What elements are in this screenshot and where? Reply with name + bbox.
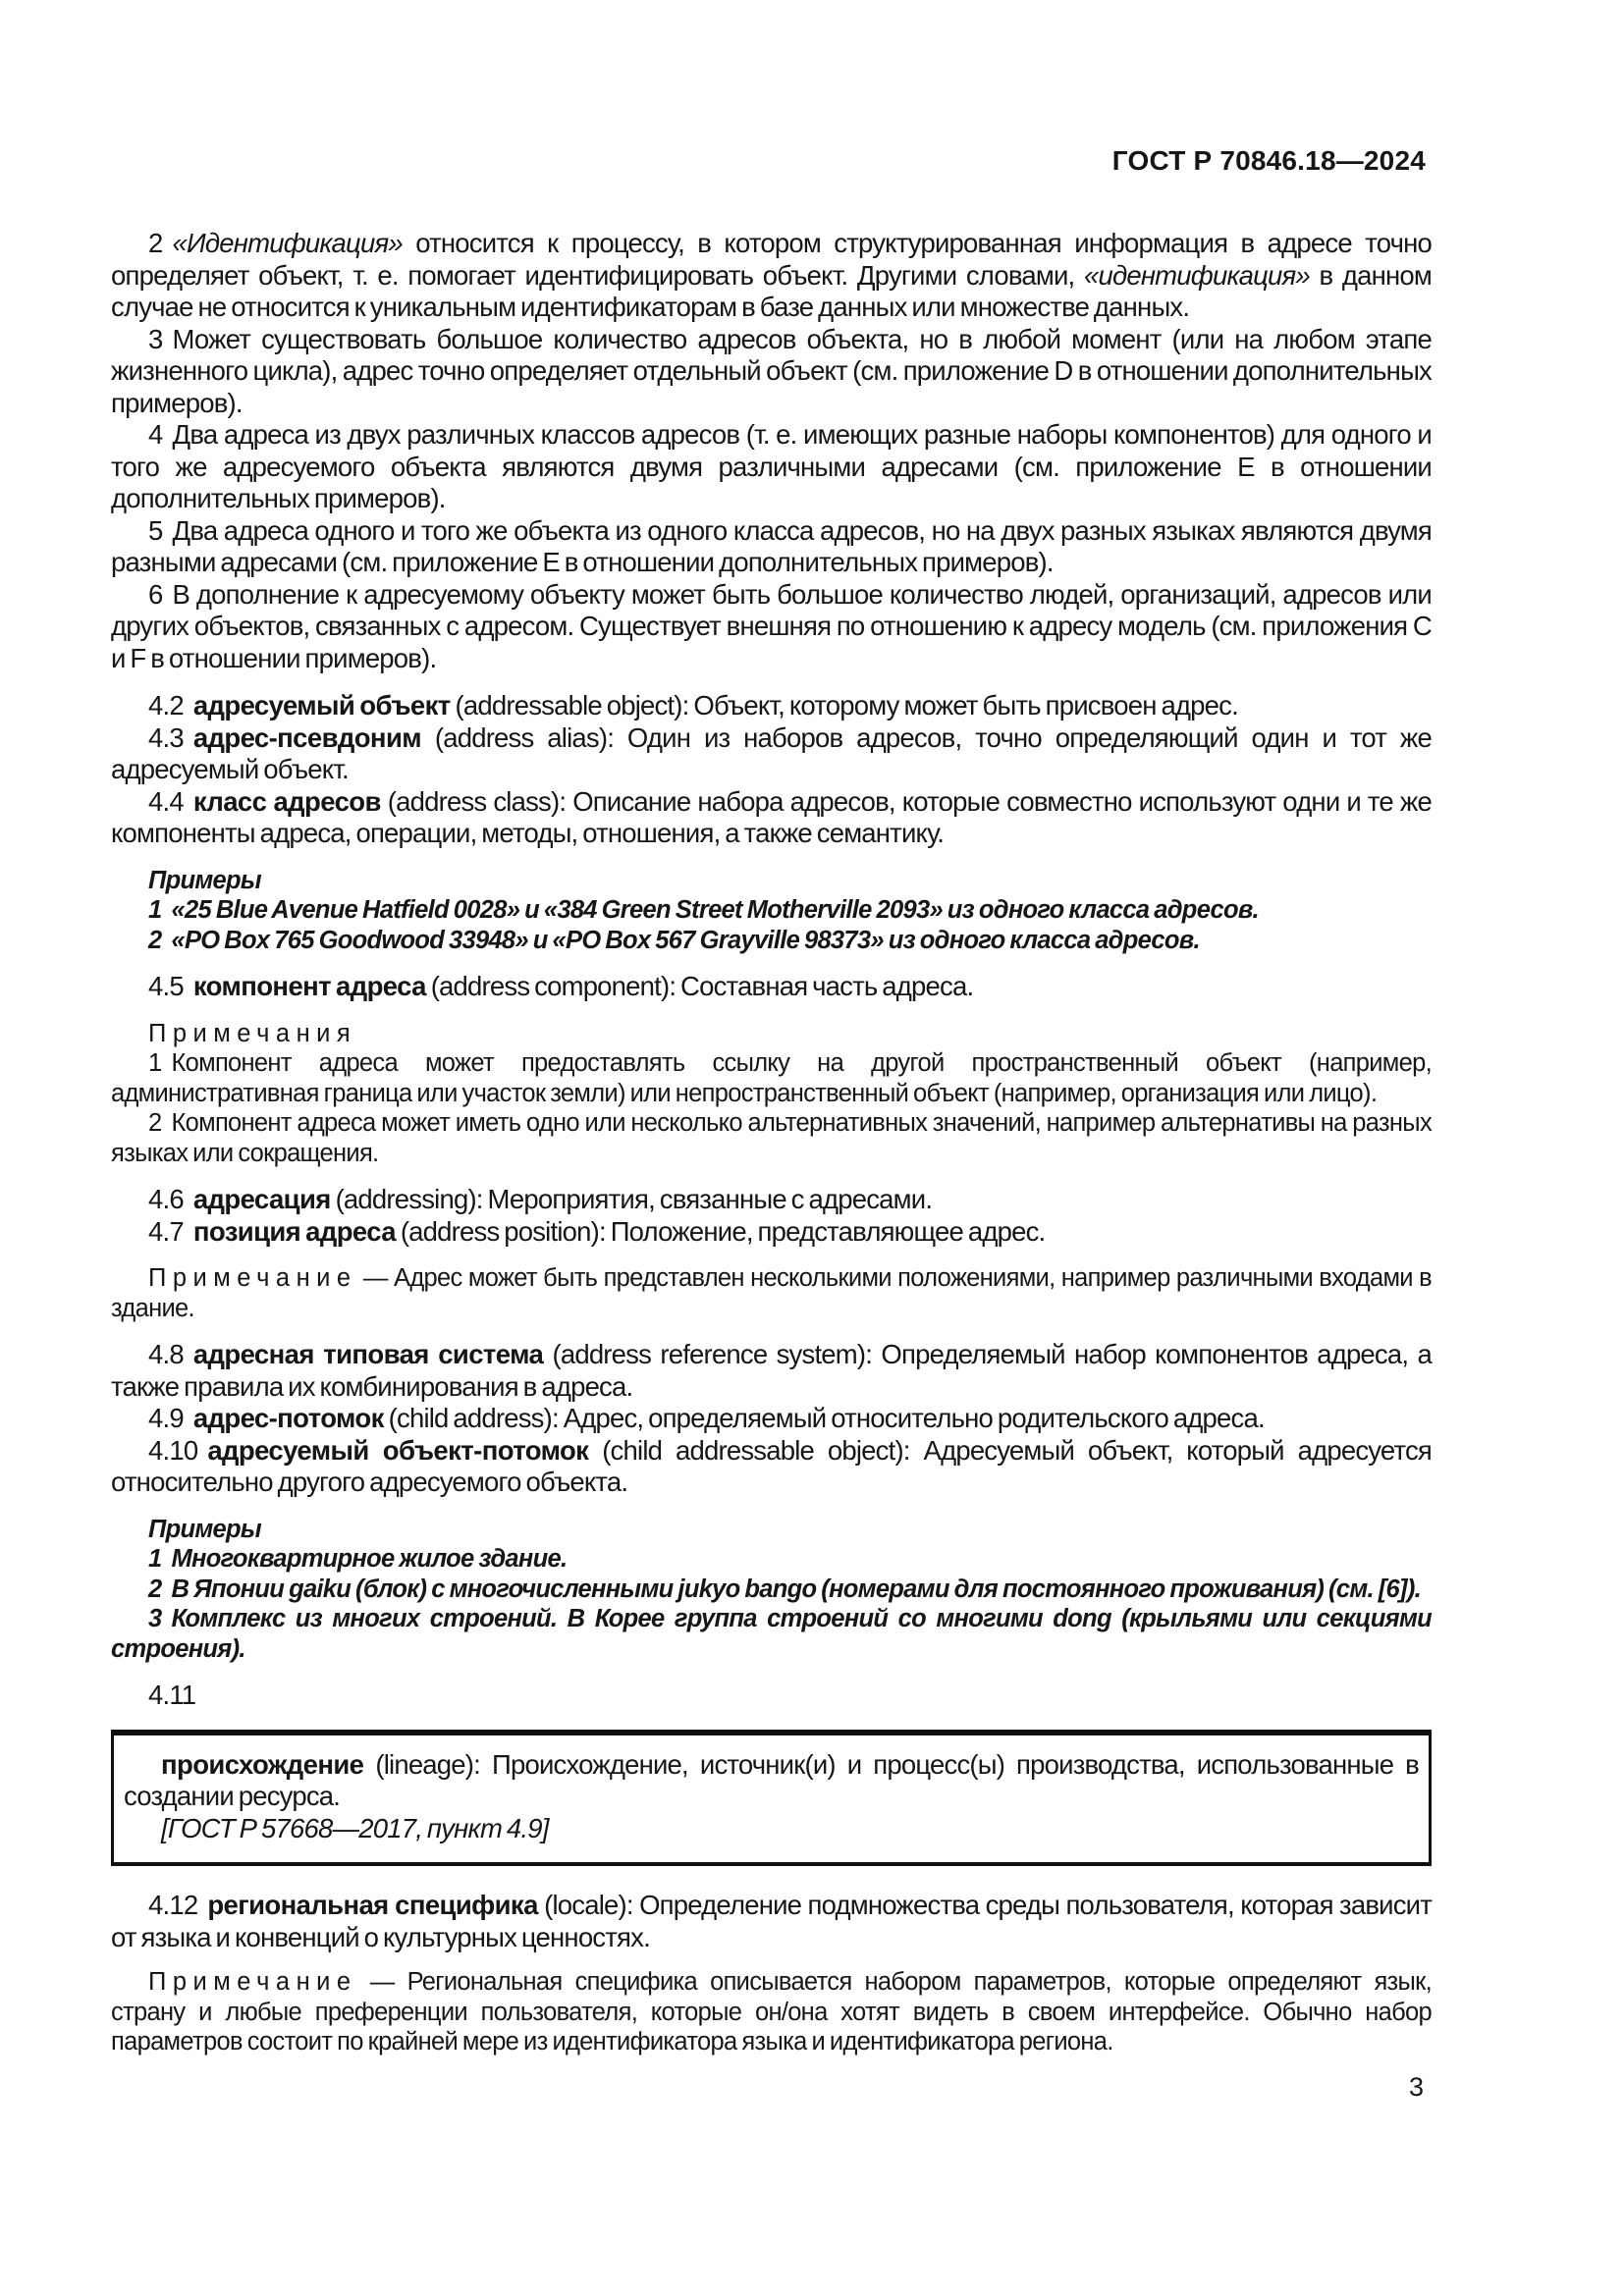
note-number: 2 [148,228,163,258]
document-header [111,145,1432,177]
term-text: Происхождение, источник(и) и процесс(ы) производства, использованные в создании ресурса. [124,1748,1419,1811]
intro-notes-section [111,228,1432,674]
note-text: Региональная специфика описывается набором параметров, которые определяют язык, страну и любые преференции пользователя, которые он/она хотят видеть в своем интерфейсе. Обычно набор параметров состоит по крайней мере из идентификатора языка и идентификатора региона. [111,1968,1433,2056]
term-text: Положение, представляющее адрес. [610,1215,1046,1247]
term-english: (child address): [388,1403,559,1433]
example-item [111,926,1432,956]
notes-block-45 [111,1019,1432,1169]
term-text: Описание набора адресов, которые совместно используют одни и те же компоненты адреса, операции, методы, отношения, а также семантику. [111,785,1432,848]
term-text: Адрес, определяемый относительно родительского адреса. [563,1403,1265,1433]
term-definition [111,1339,1432,1403]
term-name: адресуемый объект-потомок [207,1434,589,1466]
note-text: Адрес может быть представлен несколькими положениями, например различными входами в здание. [111,1264,1432,1322]
note-text: Два адреса из двух различных классов адресов (т. е. имеющих разные наборы компонентов) для одного и того же адресуемого объекта являются двумя различными адресами (см. приложение E в отношении дополнительных примеров). [111,419,1432,513]
note-label-text: Примечание [148,1968,357,1996]
term-45-section [111,971,1432,1003]
examples-block-1 [111,866,1432,956]
term-name: региональная специфика [207,1890,538,1920]
examples-block-2 [111,1515,1432,1665]
notes-label-text: Примечания [148,1019,357,1047]
term-name: класс адресов [192,785,381,817]
note-label-text: Примечание [148,1264,357,1292]
example-text: В Японии gaiku (блок) с многочисленными jukyo bango (номерами для постоянного проживания) (см. [6]). [171,1575,1422,1603]
clause-number: 4.5 [148,971,184,1001]
note-paragraph [111,419,1432,515]
example-number: 2 [148,926,162,954]
note-number: 6 [148,578,163,610]
terms-section-2 [111,1184,1432,1248]
note-text: Компонент адреса может предоставлять ссылку на другой пространственный объект (например, административная граница или участок земли) или непространственный объект (например, организация или лицо). [111,1049,1432,1107]
term-name: позиция адреса [192,1215,396,1247]
term-english: (child addressable object): [602,1434,910,1466]
example-text: Комплекс из многих строений. В Корее группа строений со многими dong (крыльями или секциями строения). [111,1605,1432,1663]
term-english: (locale): [544,1890,633,1920]
term-text: Один из наборов адресов, точно определяющий один и тот же адресуемый объект. [111,721,1432,784]
note-text: Два адреса одного и того же объекта из одного класса адресов, но на двух разных языках являются двумя разными адресами (см. приложение E в отношении дополнительных примеров). [111,514,1432,577]
example-text: «PO Box 765 Goodwood 33948» и «PO Box 567 Grayville 98373» из одного класса адресов. [171,926,1200,954]
page-content [111,0,1432,2103]
note-text: в данном случае не относится к уникальным идентификаторам в базе данных или множестве данных. [111,259,1432,322]
clause-411 [111,1680,1432,1712]
note-text-italic: «идентификация» [1083,259,1310,291]
note-number: 1 [148,1049,162,1077]
example-item [111,1575,1432,1605]
term-name: происхождение [161,1748,364,1780]
note-dash: — [369,1968,395,1996]
term-english: (lineage): [375,1748,480,1780]
note-text: относится к процессу, в котором структурированная информация в адресе точно определяет объект, т. е. помогает идентифицировать объект. Другими словами, [111,228,1432,291]
example-text: «25 Blue Avenue Hatfield 0028» и «384 Green Street Motherville 2093» из одного класса адресов. [171,896,1259,924]
document-code: ГОСТ Р 70846.18—2024 [1111,145,1426,176]
note-paragraph [111,1967,1432,2057]
note-paragraph [111,579,1432,675]
term-english: (addressable object): [455,690,689,721]
term-definition [111,971,1432,1003]
clause-number: 4.9 [148,1403,184,1433]
term-definition [111,786,1432,850]
examples-label: Примеры [148,1515,261,1543]
clause-number: 4.6 [148,1184,184,1214]
note-number: 5 [148,514,163,546]
example-text: Многоквартирное жилое здание. [171,1545,568,1573]
clause-number: 4.3 [148,721,184,753]
boxed-source-reference: [ГОСТ Р 57668—2017, пункт 4.9] [161,1812,549,1843]
note-number: 4 [148,419,163,450]
term-definition [111,690,1432,722]
term-text: Определяемый набор компонентов адреса, а также правила их комбинирования в адреса. [111,1339,1432,1402]
term-english: (address component): [430,971,677,1001]
term-english: (address alias): [434,721,615,753]
term-english: (addressing): [335,1184,483,1214]
term-english: (address reference system): [552,1339,873,1369]
page-number [111,2071,1432,2103]
example-item [111,895,1432,926]
term-text: Мероприятия, связанные с адресами. [487,1184,933,1214]
terms-section-3 [111,1339,1432,1499]
note-number: 3 [148,323,163,354]
term-text: Составная часть адреса. [680,971,974,1001]
page-number-value: 3 [1408,2071,1424,2102]
note-item [111,1048,1432,1108]
note-text: Компонент адреса может иметь одно или несколько альтернативных значений, например альтернативы на разных языках или сокращения. [111,1109,1432,1167]
term-definition [111,722,1432,786]
terms-section-1 [111,690,1432,850]
clause-number: 4.8 [148,1339,184,1369]
boxed-term-definition [124,1749,1419,1813]
clause-number-line [111,1680,1432,1712]
term-name: адресная типовая система [192,1339,544,1369]
example-number: 2 [148,1575,162,1603]
note-paragraph [111,515,1432,579]
examples-label: Примеры [148,866,261,894]
term-definition [111,1184,1432,1216]
definition-box [111,1730,1432,1867]
clause-number: 4.2 [148,690,184,721]
term-412-section [111,1890,1432,1953]
note-paragraph [111,324,1432,420]
clause-number: 4.11 [148,1680,196,1710]
term-definition [111,1403,1432,1435]
note-dash: — [362,1264,388,1292]
clause-number: 4.12 [148,1890,198,1920]
example-number: 1 [148,1545,162,1573]
note-text: В дополнение к адресуемому объекту может быть большое количество людей, организаций, адресов или других объектов, связанных с адресом. Существует внешняя по отношению к адресу модель (см. приложения C и F в отношении примеров). [111,578,1432,673]
note-block-47 [111,1263,1432,1323]
term-definition [111,1216,1432,1249]
clause-number: 4.7 [148,1215,184,1247]
note-text-italic: «Идентификация» [172,228,403,258]
note-paragraph [111,1263,1432,1323]
clause-number: 4.4 [148,785,184,817]
term-name: компонент адреса [192,971,426,1001]
notes-label [111,1019,1432,1049]
example-number: 3 [148,1605,162,1632]
note-item [111,1108,1432,1168]
note-number: 2 [148,1109,162,1137]
term-text: Адресуемый объект, который адресуется относительно другого адресуемого объекта. [111,1434,1433,1497]
note-block-412 [111,1967,1432,2057]
example-number: 1 [148,896,162,924]
term-name: адресуемый объект [192,690,451,721]
term-text: Определение подмножества среды пользователя, которая зависит от языка и конвенций о культурных ценностях. [111,1890,1432,1952]
note-text: Может существовать большое количество адресов объекта, но в любой момент (или на любом этапе жизненного цикла), адрес точно определяет отдельный объект (см. приложение D в отношении дополнительных примеров). [111,323,1432,418]
term-name: адресация [192,1184,331,1214]
clause-number: 4.10 [148,1434,198,1466]
term-english: (address position): [400,1215,606,1247]
term-definition [111,1890,1432,1953]
example-item [111,1604,1432,1664]
term-definition [111,1435,1432,1499]
note-paragraph [111,228,1432,324]
term-name: адрес-потомок [192,1403,384,1433]
term-name: адрес-псевдоним [192,721,421,753]
example-item [111,1544,1432,1575]
term-text: Объект, которому может быть присвоен адрес. [693,690,1238,721]
term-english: (address class): [387,785,567,817]
